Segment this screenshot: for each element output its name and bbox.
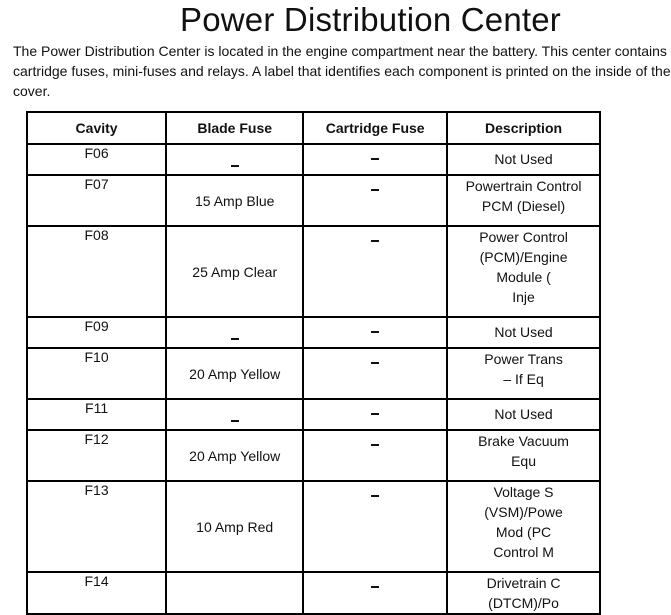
description-line: Power Trans xyxy=(484,351,563,367)
cell-blade-fuse xyxy=(166,572,303,614)
column-header-cartridge-fuse: Cartridge Fuse xyxy=(303,112,447,144)
cell-cartridge-fuse xyxy=(303,348,447,399)
description-line: Powertrain Control xyxy=(465,178,582,194)
cell-description xyxy=(447,348,600,399)
cell-blade-fuse xyxy=(166,144,303,175)
cell-cavity: F09 xyxy=(27,317,166,348)
cell-description xyxy=(447,175,600,226)
dash-mark xyxy=(371,413,379,415)
cell-cartridge-fuse xyxy=(303,144,447,175)
cell-blade-fuse: 25 Amp Clear xyxy=(166,226,303,317)
dash-mark xyxy=(231,165,239,167)
table-header-row xyxy=(27,112,600,144)
table-row xyxy=(27,226,600,317)
dash-mark xyxy=(371,189,379,191)
description-line: (DTCM)/Po xyxy=(488,595,559,611)
dash-mark xyxy=(371,444,379,446)
description-line: Inje xyxy=(512,289,535,305)
table-row xyxy=(27,430,600,481)
intro-line: cartridge fuses, mini-fuses and relays. A label that identifies each component is printed on the inside of the xyxy=(13,63,671,79)
cell-cavity: F08 xyxy=(27,226,166,317)
description-line: PCM (Diesel) xyxy=(481,198,566,214)
cell-cartridge-fuse xyxy=(303,481,447,572)
cell-cavity: F07 xyxy=(27,175,166,226)
description-line: Control M xyxy=(493,544,554,560)
table-row xyxy=(27,175,600,226)
cell-cartridge-fuse xyxy=(303,226,447,317)
description-line: Mod (PC xyxy=(495,524,552,540)
description-line: – If Eq xyxy=(503,371,544,387)
cell-cartridge-fuse xyxy=(303,399,447,430)
intro-paragraph xyxy=(13,41,671,101)
intro-line: cover. xyxy=(13,83,51,99)
dash-mark xyxy=(371,331,379,333)
cell-cavity: F14 xyxy=(27,572,166,614)
cell-description xyxy=(447,430,600,481)
table-row xyxy=(27,572,600,614)
cell-cavity: F06 xyxy=(27,144,166,175)
dash-mark xyxy=(231,338,239,340)
intro-line: The Power Distribution Center is located in the engine compartment near the battery. This center contains xyxy=(13,43,667,59)
cell-blade-fuse xyxy=(166,399,303,430)
cell-cartridge-fuse xyxy=(303,175,447,226)
description-line: Voltage S xyxy=(493,484,554,500)
cell-blade-fuse: 15 Amp Blue xyxy=(166,175,303,226)
cell-blade-fuse: 10 Amp Red xyxy=(166,481,303,572)
description-line: (PCM)/Engine xyxy=(479,249,568,265)
dash-mark xyxy=(371,495,379,497)
cell-cavity: F11 xyxy=(27,399,166,430)
description-line: Module ( xyxy=(496,269,551,285)
dash-mark xyxy=(371,240,379,242)
column-header-blade-fuse: Blade Fuse xyxy=(166,112,303,144)
table-body xyxy=(27,144,600,614)
cell-description xyxy=(447,572,600,614)
cell-description xyxy=(447,481,600,572)
column-header-description: Description xyxy=(447,112,600,144)
dash-mark xyxy=(371,362,379,364)
description-line: Not Used xyxy=(494,324,553,340)
cell-description xyxy=(447,399,600,430)
cell-blade-fuse: 20 Amp Yellow xyxy=(166,430,303,481)
description-line: (VSM)/Powe xyxy=(484,504,563,520)
cell-description xyxy=(447,226,600,317)
description-line: Brake Vacuum xyxy=(478,433,569,449)
cell-cavity: F12 xyxy=(27,430,166,481)
cell-cartridge-fuse xyxy=(303,430,447,481)
description-line: Not Used xyxy=(494,406,553,422)
dash-mark xyxy=(371,158,379,160)
cell-description xyxy=(447,144,600,175)
cell-cavity: F10 xyxy=(27,348,166,399)
cell-blade-fuse xyxy=(166,317,303,348)
cell-cartridge-fuse xyxy=(303,317,447,348)
page-title: Power Distribution Center xyxy=(180,1,561,38)
table-row xyxy=(27,144,600,175)
cell-cartridge-fuse xyxy=(303,572,447,614)
table-row xyxy=(27,399,600,430)
table-row xyxy=(27,348,600,399)
dash-mark xyxy=(371,586,379,588)
description-line: Drivetrain C xyxy=(486,575,561,591)
fuse-table xyxy=(26,111,601,615)
cell-blade-fuse: 20 Amp Yellow xyxy=(166,348,303,399)
description-line: Power Control xyxy=(479,229,568,245)
dash-mark xyxy=(231,420,239,422)
table-row xyxy=(27,481,600,572)
table-row xyxy=(27,317,600,348)
cell-description xyxy=(447,317,600,348)
cell-cavity: F13 xyxy=(27,481,166,572)
description-line: Equ xyxy=(511,453,536,469)
column-header-cavity: Cavity xyxy=(27,112,166,144)
description-line: Not Used xyxy=(494,151,553,167)
